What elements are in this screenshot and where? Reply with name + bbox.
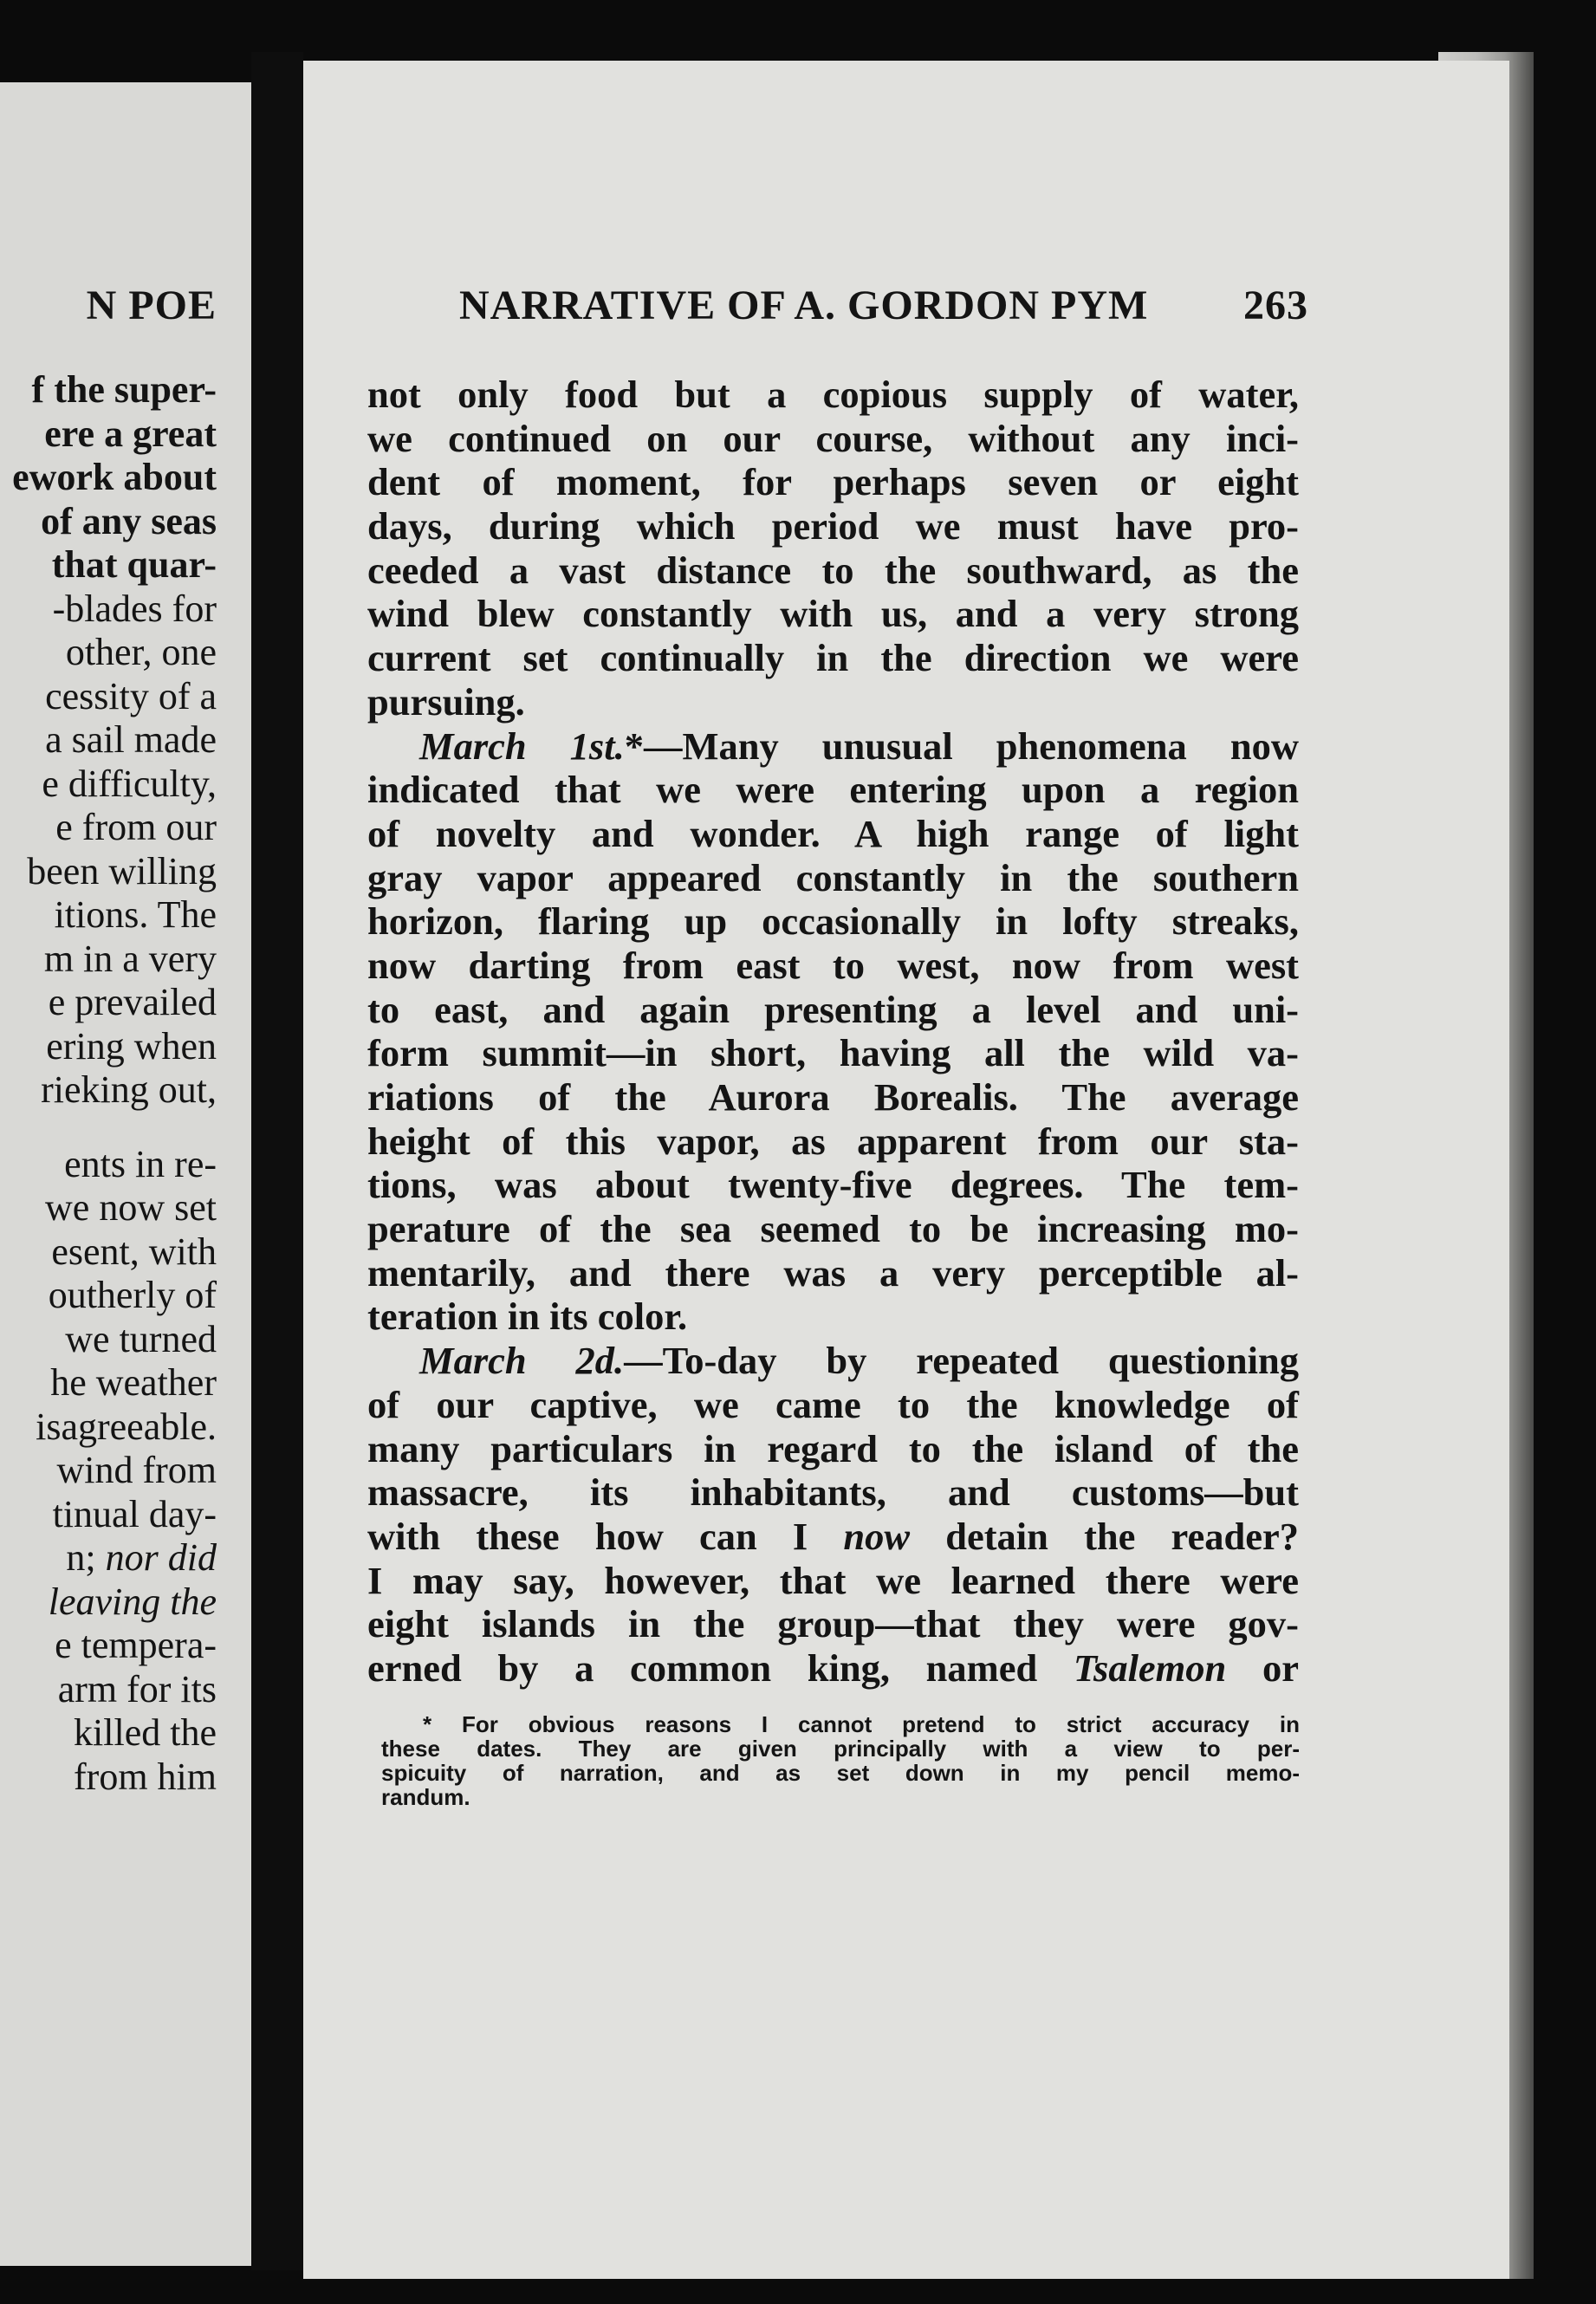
left-page-line: e prevailed	[48, 981, 217, 1023]
left-page-line: e tempera-	[55, 1624, 217, 1666]
italic-text: March 1st.	[419, 724, 625, 768]
body-line: March 2d.—To-day by repeated questioning	[419, 1339, 1299, 1383]
body-line: indicated that we were entering upon a region	[367, 768, 1299, 812]
left-page-line: arm for its	[57, 1667, 217, 1710]
left-page-line: e from our	[55, 806, 217, 848]
italic-text: Tsalemon	[1073, 1645, 1227, 1690]
body-line: ceeded a vast distance to the southward, as the	[367, 548, 1299, 592]
body-line: with these how can I now detain the reader?	[367, 1514, 1299, 1558]
left-page-line: n; nor did	[66, 1536, 217, 1579]
left-page-line: leaving the	[48, 1580, 217, 1623]
left-page-line: m in a very	[43, 937, 217, 980]
body-line: height of this vapor, as apparent from our sta-	[367, 1119, 1299, 1163]
page-number: 263	[1243, 282, 1308, 328]
body-line: I may say, however, that we learned there were	[367, 1558, 1299, 1602]
left-page-line: outherly of	[48, 1274, 217, 1316]
italic-text: now	[843, 1514, 911, 1558]
left-page-line: we turned	[65, 1317, 217, 1360]
previous-page	[0, 82, 251, 2266]
left-page-line: killed the	[74, 1711, 217, 1754]
left-page-line: itions. The	[54, 893, 217, 936]
body-line: mentarily, and there was a very perceptible al-	[367, 1250, 1299, 1295]
body-line: March 1st.*—Many unusual phenomena now	[419, 724, 1299, 768]
body-line: we continued on our course, without any inci-	[367, 416, 1299, 460]
body-line: of novelty and wonder. A high range of light	[367, 811, 1299, 855]
body-line: perature of the sea seemed to be increasing mo-	[367, 1207, 1299, 1251]
footnote	[381, 1712, 1300, 1809]
running-head-title: NARRATIVE OF A. GORDON PYM	[459, 282, 1149, 328]
left-page-text	[12, 368, 217, 1799]
body-line: form summit—in short, having all the wild va-	[367, 1031, 1299, 1075]
running-head	[459, 282, 1308, 329]
left-page-line: e difficulty,	[42, 762, 217, 805]
left-page-line: esent, with	[51, 1230, 217, 1273]
body-line: many particulars in regard to the island of the	[367, 1426, 1299, 1470]
body-text	[367, 373, 1299, 1691]
body-line: eight islands in the group—that they were gov-	[367, 1602, 1299, 1646]
left-page-line: ents in re-	[64, 1142, 217, 1185]
left-page-line: isagreeable.	[36, 1405, 217, 1448]
footnote-line: * For obvious reasons I cannot pretend to strict accuracy in	[423, 1711, 1300, 1737]
body-line: to east, and again presenting a level and uni-	[367, 987, 1299, 1031]
body-line: horizon, flaring up occasionally in lofty streaks,	[367, 899, 1299, 944]
left-page-line: ering when	[46, 1024, 217, 1068]
footnote-line: spicuity of narration, and as set down in my pencil memo-	[381, 1760, 1300, 1786]
body-line: not only food but a copious supply of water,	[367, 373, 1299, 416]
body-line: massacre, its inhabitants, and customs—but	[367, 1470, 1299, 1515]
body-line: riations of the Aurora Borealis. The average	[367, 1075, 1299, 1119]
left-page-line: other, one	[65, 631, 217, 673]
footnote-line: randum.	[381, 1784, 470, 1810]
left-page-line: ework about	[12, 456, 217, 498]
left-page-line: a sail made	[45, 718, 217, 761]
book-gutter	[251, 52, 303, 2270]
body-line: pursuing.	[367, 679, 525, 724]
footnote-line: these dates. They are given principally with a view to per-	[381, 1736, 1300, 1762]
left-running-head: N POE	[86, 282, 217, 328]
body-line: dent of moment, for perhaps seven or eight	[367, 460, 1299, 504]
left-page-line: tinual day-	[52, 1492, 217, 1535]
left-page-line: that quar-	[51, 543, 217, 586]
body-line: current set continually in the direction we were	[367, 636, 1299, 680]
left-page-line: been willing	[27, 849, 217, 892]
body-line: of our captive, we came to the knowledge of	[367, 1382, 1299, 1426]
body-line: now darting from east to west, now from west	[367, 943, 1299, 987]
body-line: erned by a common king, named Tsalemon or	[367, 1645, 1299, 1690]
body-line: tions, was about twenty-five degrees. The tem-	[367, 1163, 1299, 1207]
left-page-line: ere a great	[44, 412, 217, 455]
body-line: wind blew constantly with us, and a very strong	[367, 592, 1299, 636]
italic-text: March 2d.	[419, 1339, 625, 1383]
left-page-line: from him	[74, 1755, 217, 1798]
body-line: teration in its color.	[367, 1295, 688, 1339]
left-page-line: f the super-	[31, 368, 217, 411]
left-page-line: cessity of a	[45, 674, 217, 717]
left-page-line: he weather	[50, 1361, 217, 1404]
left-page-line: of any seas	[41, 499, 217, 542]
left-page-line: -blades for	[52, 587, 217, 630]
left-page-line: wind from	[56, 1449, 217, 1491]
body-line: days, during which period we must have pro-	[367, 504, 1299, 548]
left-page-line: we now set	[45, 1186, 217, 1229]
left-page-line: rieking out,	[41, 1068, 217, 1111]
body-line: gray vapor appeared constantly in the southern	[367, 855, 1299, 899]
